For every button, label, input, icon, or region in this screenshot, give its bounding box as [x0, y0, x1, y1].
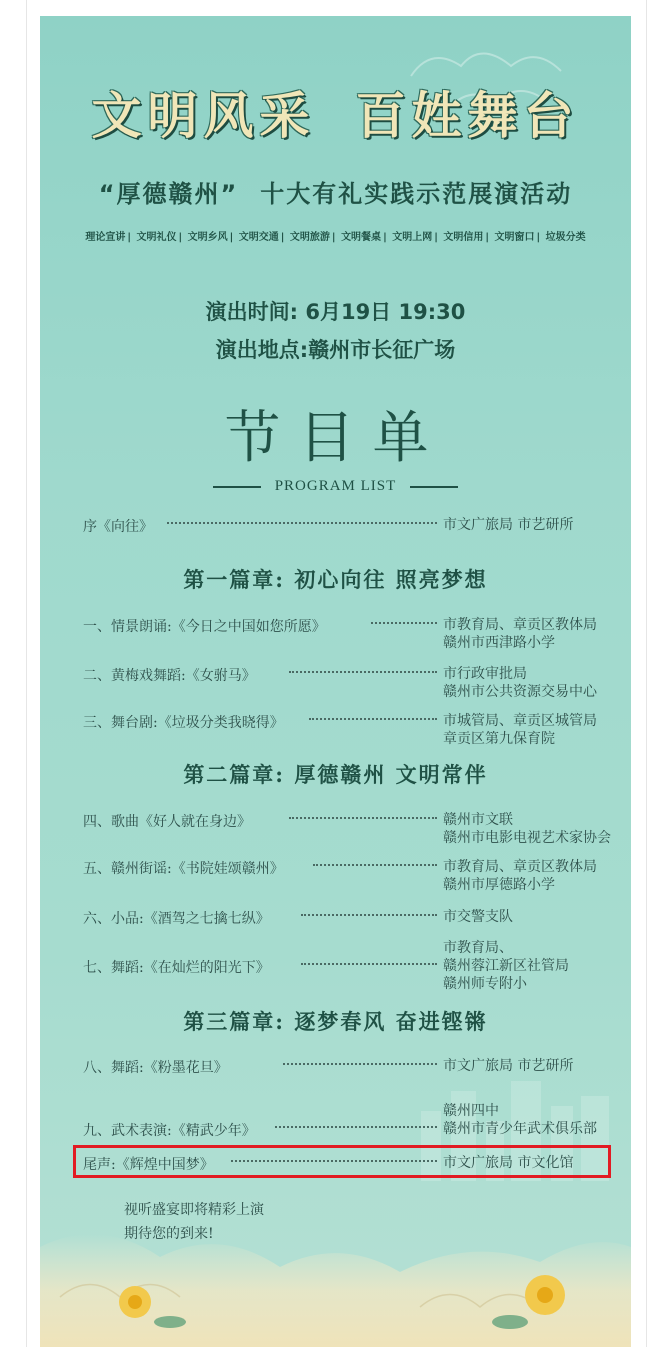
- org-line: 市文广旅局 市艺研所: [443, 517, 574, 533]
- org-line: 市教育局、章贡区教体局: [443, 859, 597, 875]
- main-title-left: 文明风采: [91, 86, 316, 145]
- program-item-name: 一、情景朗诵:《今日之中国如您所愿》: [83, 619, 326, 635]
- program-item-name: 序《向往》: [83, 519, 153, 535]
- program-item-name: 八、舞蹈:《粉墨花旦》: [83, 1060, 228, 1076]
- org-line: 市文广旅局 市文化馆: [443, 1155, 574, 1171]
- org-line: 赣州蓉江新区社管局: [443, 958, 569, 974]
- org-line: 赣州市公共资源交易中心: [443, 684, 597, 700]
- dot-leader: [301, 963, 437, 966]
- closing-line-2: 期待您的到来!: [124, 1226, 214, 1242]
- divider-left: [213, 486, 261, 488]
- poster-main-title: [40, 76, 631, 148]
- finale-highlight-box: [73, 1145, 611, 1178]
- org-line: 章贡区第九保育院: [443, 731, 555, 747]
- org-line: 市教育局、章贡区教体局: [443, 617, 597, 633]
- category-item: 文明信用: [443, 232, 484, 243]
- main-title-right: 百姓舞台: [355, 86, 580, 145]
- program-item-name: 四、歌曲《好人就在身边》: [83, 814, 251, 830]
- org-line: 市教育局、: [443, 940, 513, 956]
- org-line: 赣州师专附小: [443, 976, 527, 992]
- program-list-label: PROGRAM LIST: [274, 478, 397, 494]
- program-item-org: [443, 665, 597, 701]
- chapter-heading: 第一篇章: 初心向往 照亮梦想: [183, 567, 488, 592]
- category-item: 文明窗口: [494, 232, 535, 243]
- performance-time: 演出时间: 6月19日 19:30: [205, 300, 466, 324]
- category-item: 文明交通: [238, 232, 279, 243]
- org-line: 市文广旅局 市艺研所: [443, 1058, 574, 1074]
- dot-leader: [289, 671, 437, 674]
- program-item-org: [443, 1102, 597, 1138]
- program-item-name: 二、黄梅戏舞蹈:《女驸马》: [83, 668, 256, 684]
- program-subtitle: [40, 478, 631, 495]
- category-item: 文明礼仪: [136, 232, 177, 243]
- org-line: 赣州市文联: [443, 812, 513, 828]
- org-line: 赣州市电影电视艺术家协会: [443, 830, 611, 846]
- dot-leader: [313, 864, 437, 867]
- program-item-name: 六、小品:《酒驾之七擒七纵》: [83, 911, 270, 927]
- category-item: 文明旅游: [289, 232, 330, 243]
- org-line: 赣州四中: [443, 1103, 499, 1119]
- program-item-org: [443, 908, 513, 926]
- poster-subtitle: [40, 174, 631, 209]
- category-item: 文明餐桌: [341, 232, 382, 243]
- org-line: 市城管局、章贡区城管局: [443, 713, 597, 729]
- dot-leader: [301, 914, 437, 917]
- dot-leader: [371, 622, 437, 625]
- frame-left-line: [26, 0, 27, 1347]
- program-item-name: 三、舞台剧:《垃圾分类我晓得》: [83, 715, 284, 731]
- program-item-org: [443, 939, 569, 993]
- category-item: 文明上网: [392, 232, 433, 243]
- org-line: 市交警支队: [443, 909, 513, 925]
- org-line: 赣州市西津路小学: [443, 635, 555, 651]
- dot-leader: [283, 1063, 437, 1066]
- program-item-org: [443, 516, 573, 534]
- program-item-org: [443, 858, 597, 894]
- org-line: 赣州市青少年武术俱乐部: [443, 1121, 597, 1137]
- closing-line-1: 视听盛宴即将精彩上演: [124, 1202, 264, 1218]
- program-title: 节目单: [224, 406, 447, 471]
- category-item: 理论宣讲: [85, 232, 126, 243]
- org-line: 市行政审批局: [443, 666, 527, 682]
- frame-right-line: [646, 0, 647, 1347]
- subtitle-left: “厚德赣州”: [98, 180, 239, 208]
- program-item-org: [443, 712, 597, 748]
- program-item-org: [443, 1057, 573, 1075]
- category-item: 文明乡风: [187, 232, 228, 243]
- dot-leader: [275, 1126, 437, 1129]
- dot-leader: [167, 522, 437, 525]
- program-item-name: 尾声:《辉煌中国梦》: [83, 1157, 214, 1173]
- subtitle-right: 十大有礼实践示范展演活动: [260, 180, 573, 208]
- divider-right: [410, 486, 458, 488]
- program-item-name: 九、武术表演:《精武少年》: [83, 1123, 256, 1139]
- program-item-name: 七、舞蹈:《在灿烂的阳光下》: [83, 960, 270, 976]
- category-item: 垃圾分类: [545, 232, 586, 243]
- program-item-org: [443, 811, 611, 847]
- program-item-name: 五、赣州街谣:《书院娃颂赣州》: [83, 861, 284, 877]
- chapter-heading: 第二篇章: 厚德赣州 文明常伴: [183, 762, 488, 787]
- category-list: 理论宣讲 | 文明礼仪 | 文明乡风 | 文明交通 | 文明旅游 | 文明餐桌 | 文明上网 | 文明信用 | 文明窗口 | 垃圾分类: [85, 232, 586, 243]
- dot-leader: [289, 817, 437, 820]
- org-line: 赣州市厚德路小学: [443, 877, 555, 893]
- dot-leader: [309, 718, 437, 721]
- chapter-heading: 第三篇章: 逐梦春风 奋进铿锵: [183, 1009, 488, 1034]
- program-item-org: [443, 616, 597, 652]
- performance-location: 演出地点:赣州市长征广场: [215, 338, 456, 362]
